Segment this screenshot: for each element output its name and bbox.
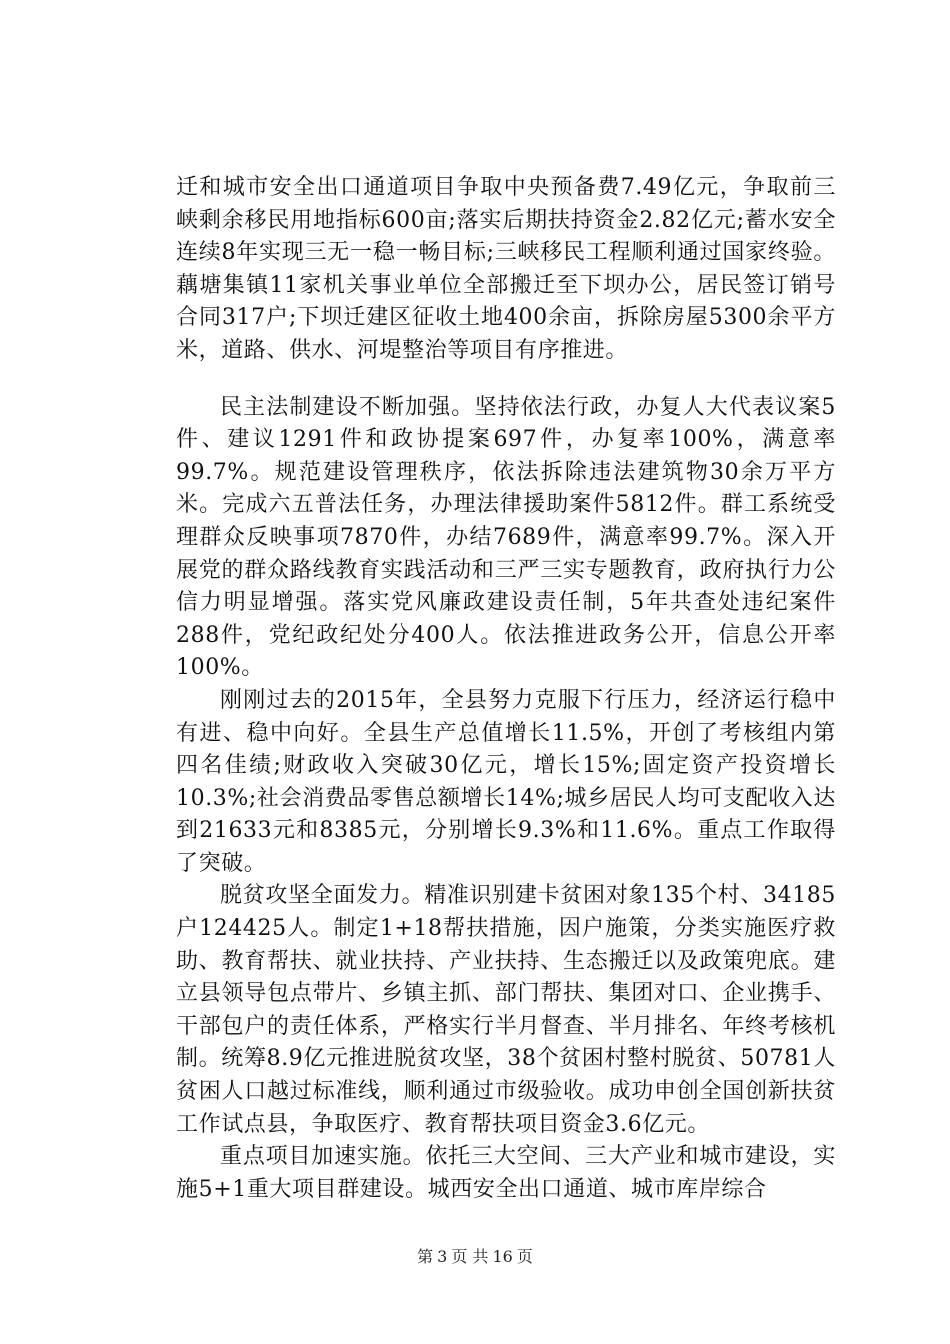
page-footer bbox=[0, 1244, 950, 1267]
paragraph-democracy-legal: 民主法制建设不断加强。坚持依法行政，办复人大代表议案5件、建议1291件和政协提案697件，办复率100%，满意率99.7%。规范建设管理秩序，依法拆除违法建筑物30余万平方米。完成六五普法任务，办理法律援助案件5812件。群工系统受理群众反映事项7870件，办结7689件，满意率99.7%。深入开展党的群众路线教育实践活动和三严三实专题教育，政府执行力公信力明显增强。落实党风廉政建设责任制，5年共查处违纪案件288件，党纪政纪处分400人。依法推进政务公开，信息公开率100%。 bbox=[176, 394, 836, 681]
paragraph-resettlement: 迁和城市安全出口通道项目争取中央预备费7.49亿元，争取前三峡剩余移民用地指标600亩;落实后期扶持资金2.82亿元;蓄水安全连续8年实现三无一稳一畅目标;三峡移民工程顺利通过国家终验。藕塘集镇11家机关事业单位全部搬迁至下坝办公，居民签订销号合同317户;下坝迁建区征收土地400余亩，拆除房屋5300余平方米，道路、供水、河堤整治等项目有序推进。 bbox=[176, 175, 836, 363]
paragraph-2015-economy: 刚刚过去的2015年，全县努力克服下行压力，经济运行稳中有进、稳中向好。全县生产总值增长11.5%，开创了考核组内第四名佳绩;财政收入突破30亿元，增长15%;固定资产投资增长10.3%;社会消费品零售总额增长14%;城乡居民人均可支配收入达到21633元和8385元，分别增长9.3%和11.6%。重点工作取得了突破。 bbox=[176, 687, 836, 876]
page-total: 16 bbox=[492, 1247, 513, 1266]
page-label-suffix: 页 bbox=[516, 1247, 533, 1266]
paragraph-key-projects: 重点项目加速实施。依托三大空间、三大产业和城市建设，实施5+1重大项目群建设。城西安全出口通道、城市库岸综合 bbox=[176, 1144, 836, 1202]
page-label-prefix: 第 bbox=[417, 1247, 434, 1266]
paragraph-poverty-alleviation: 脱贫攻坚全面发力。精准识别建卡贫困对象135个村、34185户124425人。制定1+18帮扶措施，因户施策，分类实施医疗救助、教育帮扶、就业扶持、产业扶持、生态搬迁以及政策兜底。建立县领导包点带片、乡镇主抓、部门帮扶、集团对口、企业携手、干部包户的责任体系，严格实行半月督查、半月排名、年终考核机制。统筹8.9亿元推进脱贫攻坚，38个贫困村整村脱贫、50781人贫困人口越过标准线，顺利通过市级验收。成功申创全国创新扶贫工作试点县，争取医疗、教育帮扶项目资金3.6亿元。 bbox=[176, 883, 836, 1137]
page-current: 3 bbox=[437, 1247, 448, 1266]
document-body bbox=[176, 172, 836, 1206]
page-label-mid: 页 共 bbox=[451, 1247, 489, 1266]
